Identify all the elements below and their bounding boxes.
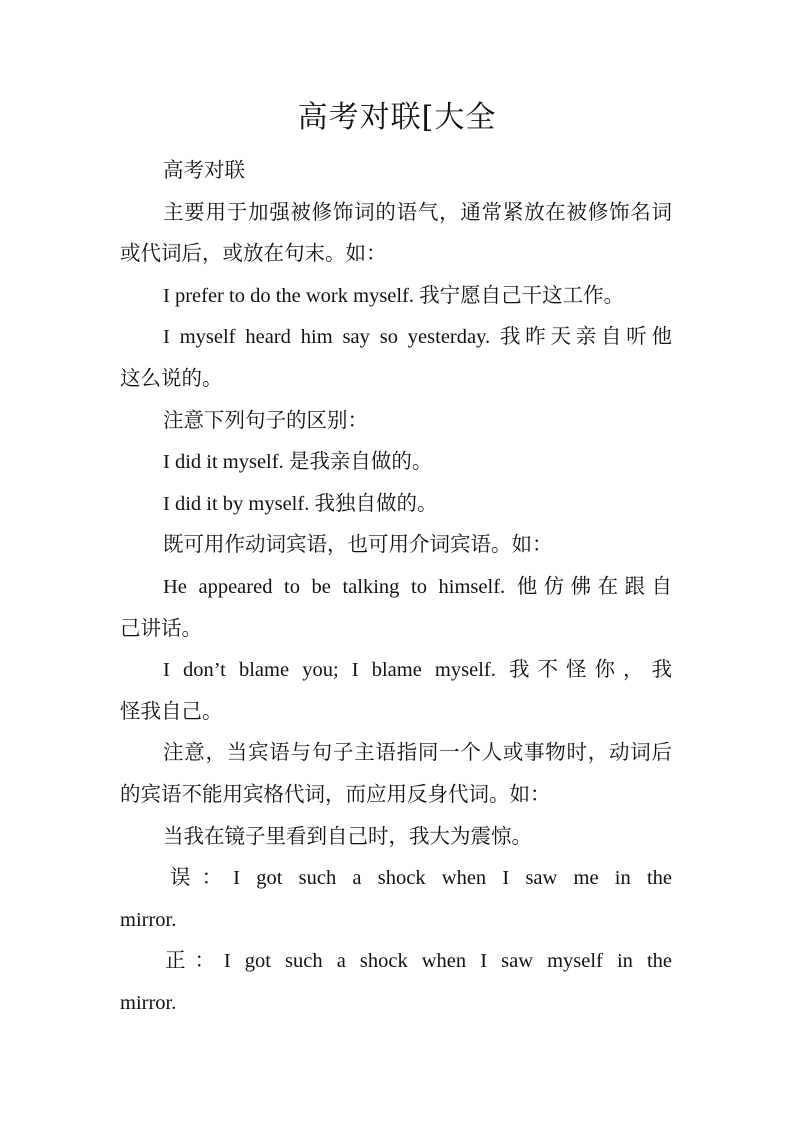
paragraph-line: I did it myself. 是我亲自做的。 [163,451,433,474]
paragraph-example [120,650,672,733]
paragraph [120,401,672,443]
paragraph-line: I prefer to do the work myself. 我宁愿自己干这工作。 [163,284,625,307]
paragraph [120,193,672,276]
paragraph-example [120,817,672,859]
paragraph-correct-example [120,941,672,1024]
paragraph-line: 注意，当宾语与句子主语指同一个人或事物时，动词后 [163,742,672,765]
paragraph-line: I myself heard him say so yesterday. 我昨天亲自听他 [163,326,672,349]
paragraph [120,733,672,816]
paragraph-example [120,567,672,650]
paragraph-line: I did it by myself. 我独自做的。 [163,492,438,515]
paragraph-line: 这么说的。 [120,367,223,390]
paragraph-line: 怪我自己。 [120,700,223,723]
paragraph-line: He appeared to be talking to himself. 他仿佛在跟自 [163,575,672,598]
paragraph-example [120,276,672,318]
paragraph-line: 的宾语不能用宾格代词，而应用反身代词。如： [120,783,551,806]
document-title: 高考对联[大全 [297,100,497,135]
paragraph-heading [120,151,672,193]
paragraph-line: 既可用作动词宾语，也可用介词宾语。如： [163,534,553,557]
paragraph-line: 正：I got such a shock when I saw myself in the [165,950,672,973]
paragraph-line: 或代词后，或放在句末。如： [120,243,387,266]
paragraph-example [120,442,672,484]
paragraph-line: 主要用于加强被修饰词的语气，通常紧放在被修饰名词 [163,201,672,224]
paragraph-line: mirror. [120,908,177,931]
paragraph-line: 己讲话。 [120,617,202,640]
paragraph-line: 高考对联 [163,160,245,182]
paragraph-example [120,317,672,400]
paragraph [120,525,672,567]
paragraph-line: 注意下列句子的区别： [163,409,368,432]
paragraph-wrong-example [120,858,672,941]
paragraph-line: 误：I got such a shock when I saw me in the [170,867,672,890]
paragraph-line: mirror. [120,991,177,1014]
document-body [120,151,672,1024]
paragraph-line: I don’t blame you; I blame myself. 我不怪你，我 [163,659,672,682]
paragraph-example [120,484,672,526]
paragraph-line: 当我在镜子里看到自己时，我大为震惊。 [163,825,532,848]
